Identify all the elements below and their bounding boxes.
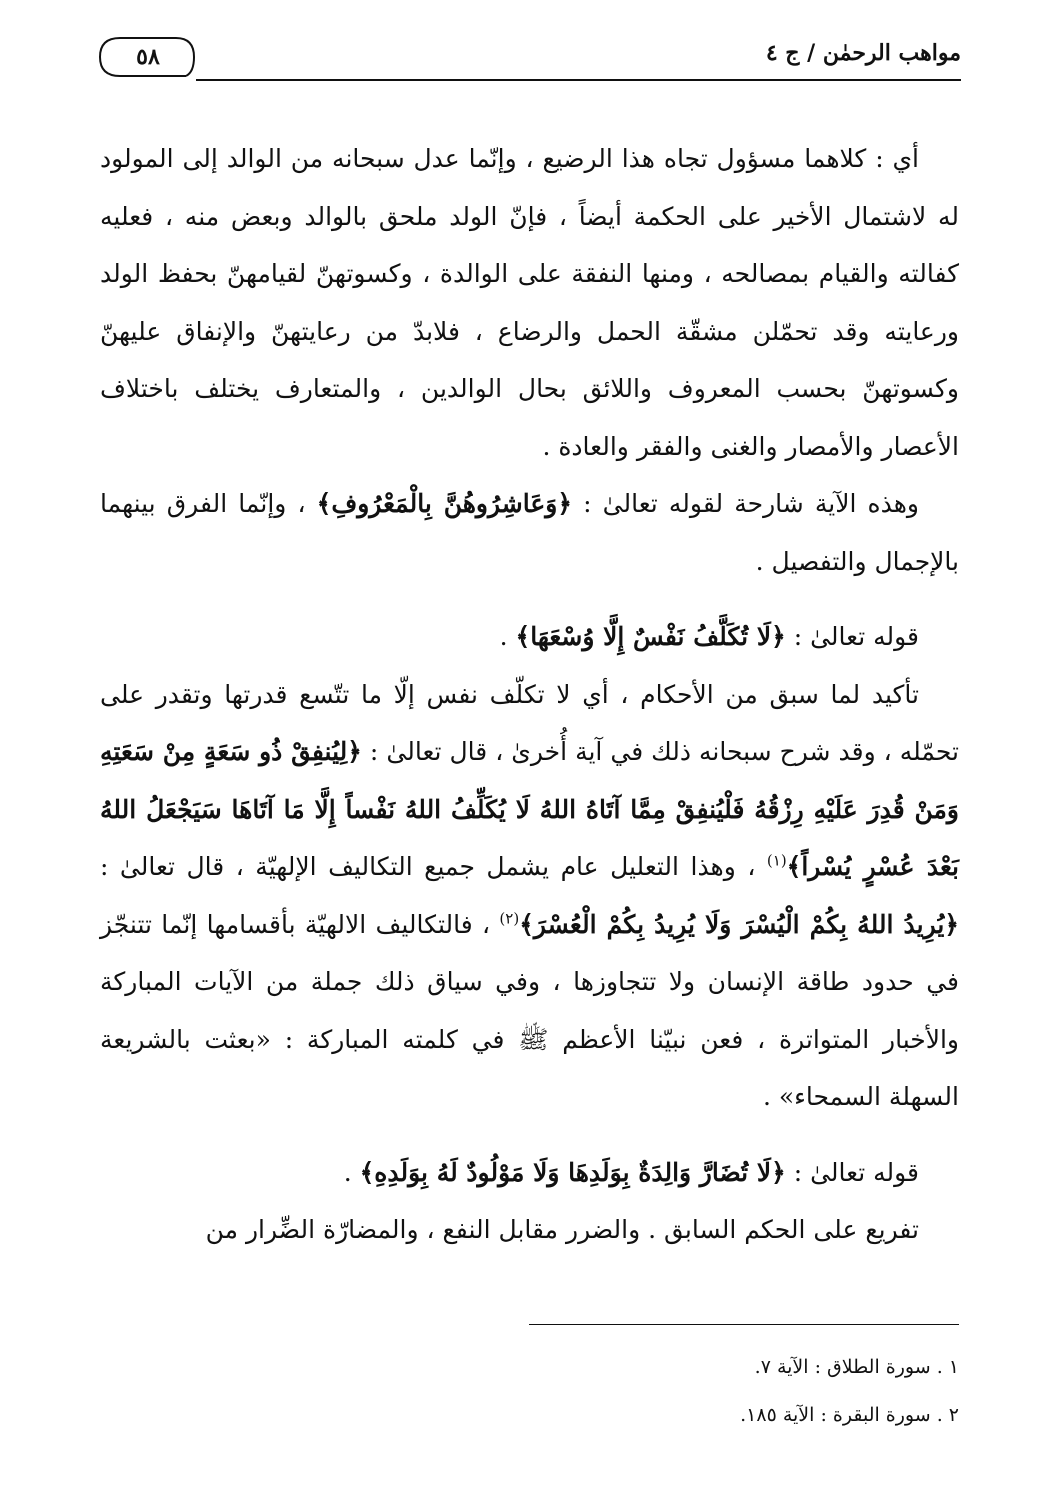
paragraph-4: تفريع على الحكم السابق . والضرر مقابل النفع ، والمضارّة الضِّرار من — [205, 1215, 919, 1244]
paragraph-2-intro: وهذه الآية شارحة لقوله تعالىٰ : — [571, 489, 919, 518]
footnote-ref-2[interactable]: (٢) — [499, 909, 520, 928]
footnote-1: ١ . سورة الطلاق : الآية ٧. — [754, 1356, 959, 1378]
header-rule — [196, 79, 961, 81]
footnotes — [100, 1343, 959, 1439]
footnote-2: ٢ . سورة البقرة : الآية ١٨٥. — [740, 1404, 959, 1426]
quran-verse: ﴿لَا تُكَلَّفُ نَفْسٌ إِلَّا وُسْعَهَا﴾ — [515, 622, 786, 651]
running-title: مواهب الرحمٰن / ج ٤ — [765, 40, 961, 66]
footnote-rule — [529, 1324, 959, 1325]
page-number-badge — [98, 36, 198, 78]
quran-verse: ﴿وَعَاشِرُوهُنَّ بِالْمَعْرُوفِ﴾ — [316, 489, 572, 518]
paragraph-2 — [100, 475, 959, 590]
main-text — [100, 130, 959, 1259]
page-header — [98, 36, 961, 82]
verse-heading-1-intro: قوله تعالىٰ : — [785, 622, 919, 651]
quran-verse: ﴿يُرِيدُ اللهُ بِكُمْ الْيُسْرَ وَلَا يُرِيدُ بِكُمْ الْعُسْرَ﴾ — [519, 909, 959, 939]
paragraph-1: أي : كلاهما مسؤول تجاه هذا الرضيع ، وإنّما عدل سبحانه من الوالد إلى المولود له لاشتمال الأخير على الحكمة أيضاً ، فإنّ الولد ملحق بالوالد وبعض منه ، فعليه كفالته والقيام بمصالحه ، ومنها النفقة على الوالدة ، وكسوتهنّ لقيامهنّ بحفظ الولد ورعايته وقد تحمّلن مشقّة الحمل والرضاع ، فلابدّ من رعايتهنّ والإنفاق عليهنّ وكسوتهنّ بحسب المعروف واللائق بحال الوالدين ، والمتعارف يختلف باختلاف الأعصار والأمصار والغنى والفقر والعادة . — [100, 144, 959, 461]
paragraph-3-part-c: ، فالتكاليف الالهيّة بأقسامها إنّما تتنجّز في حدود طاقة الإنسان ولا تتجاوزها ، وفي سياق ذلك جملة من الآيات المباركة والأخبار المتواترة ، فعن نبيّنا الأعظم ﷺ في كلمته المباركة : «بعثت بالشريعة السهلة السمحاء» . — [100, 909, 959, 1111]
quran-verse: ﴿لِيُنفِقْ ذُو سَعَةٍ مِنْ سَعَتِهِ وَمَنْ قُدِرَ عَلَيْهِ رِزْقُهُ فَلْيُنفِقْ مِمَّا آتَاهُ اللهُ لَا يُكَلِّفُ اللهُ نَفْساً إِلَّا مَا آتَاهَا سَيَجْعَلُ اللهُ بَعْدَ عُسْرٍ يُسْراً﴾ — [100, 737, 959, 881]
page-number: ٥٨ — [136, 44, 160, 70]
verse-heading-1-end: . — [499, 622, 516, 651]
paragraph-2-rest: ، وإنّما الفرق بينهما بالإجمال والتفصيل . — [100, 489, 959, 576]
paragraph-3-part-b: ، وهذا التعليل عام يشمل جميع التكاليف الإلهيّة ، قال تعالىٰ : — [100, 852, 767, 881]
footnote-ref-1[interactable]: (١) — [766, 851, 787, 870]
paragraph-3-part-a: تأكيد لما سبق من الأحكام ، أي لا تكلّف نفس إلّا ما تتّسع قدرتها وتقدر على تحمّله ، وقد شرح سبحانه ذلك في آية أُخرىٰ ، قال تعالىٰ : — [100, 679, 959, 766]
verse-heading-2 — [100, 1144, 959, 1202]
paragraph-3 — [100, 666, 959, 1126]
quran-verse: ﴿لَا تُضَارَّ وَالِدَةٌ بِوَلَدِهَا وَلَا مَوْلُودٌ لَهُ بِوَلَدِهِ﴾ — [359, 1157, 786, 1187]
verse-heading-2-intro: قوله تعالىٰ : — [785, 1157, 919, 1187]
verse-heading-2-end: . — [343, 1157, 360, 1187]
verse-heading-1 — [100, 608, 959, 666]
